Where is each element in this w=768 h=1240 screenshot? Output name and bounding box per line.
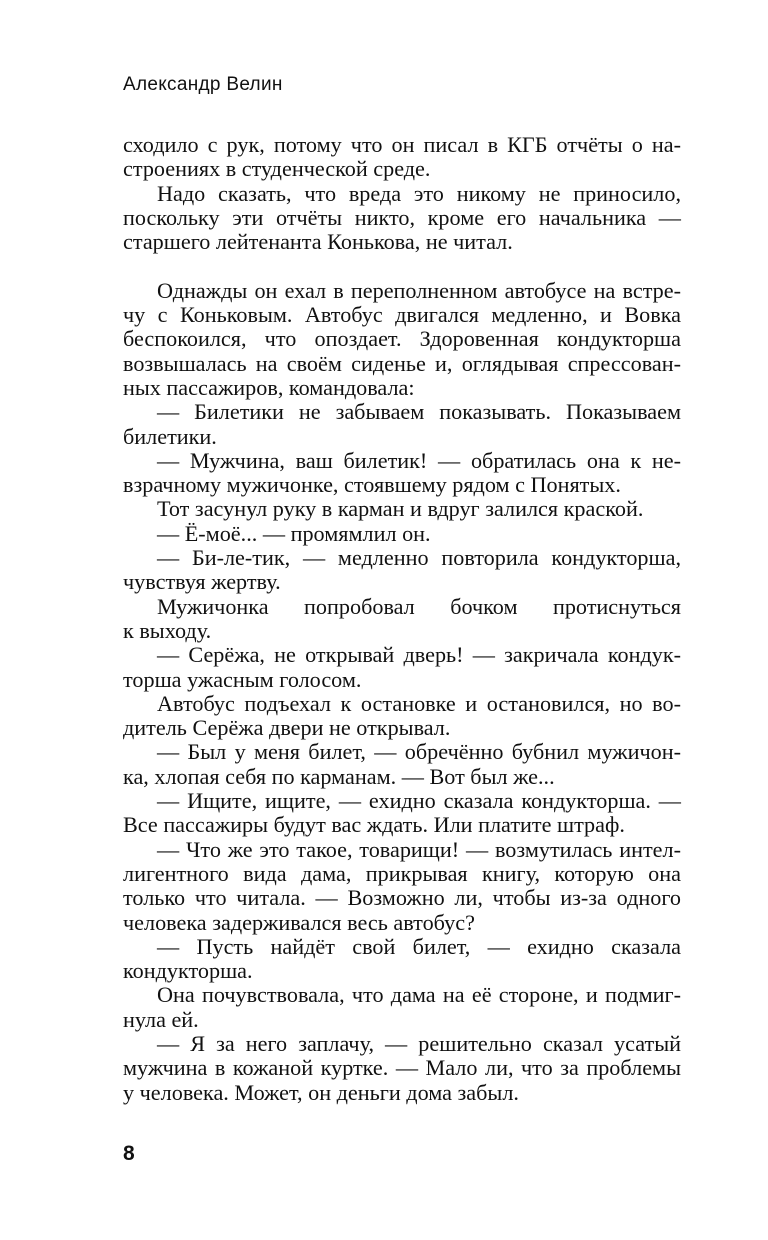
text-line: строениях в студенческой среде.	[123, 156, 431, 182]
text-line: Автобус подъехал к остановке и остановился, но во-	[157, 690, 681, 716]
text-line: Мужичонка попробовал бочком протиснуться	[157, 593, 681, 619]
text-line: чу с Коньковым. Автобус двигался медленно, и Вовка	[123, 302, 681, 328]
text-line: ка, хлопая себя по карманам. — Вот был же...	[123, 763, 555, 789]
text-line: поскольку эти отчёты никто, кроме его начальника —	[123, 204, 681, 230]
text-line: ных пассажиров, командовала:	[123, 374, 415, 400]
text-line: — Ё-моё... — промямлил он.	[157, 520, 431, 546]
text-line: — Серёжа, не открывай дверь! — закричала кондук-	[157, 642, 681, 668]
text-line: билетики.	[123, 423, 217, 449]
text-line: Тот засунул руку в карман и вдруг залился краской.	[157, 496, 644, 522]
body-text	[123, 133, 681, 1105]
text-line: Надо сказать, что вреда это никому не приносило,	[157, 180, 681, 206]
running-head-author: Александр Велин	[123, 74, 283, 95]
text-line: только что читала. — Возможно ли, чтобы из-за одного	[123, 885, 681, 911]
text-line: Она почувствовала, что дама на её стороне, и подмиг-	[157, 982, 681, 1008]
text-line: — Был у меня билет, — обречённо бубнил мужичон-	[157, 739, 681, 765]
text-line: возвышалась на своём сиденье и, оглядывая спрессован-	[123, 350, 681, 376]
text-line: у человека. Может, он деньги дома забыл.	[123, 1079, 519, 1105]
page-number: 8	[123, 1142, 135, 1165]
text-line: — Я за него заплачу, — решительно сказал усатый	[157, 1030, 681, 1056]
text-line: — Би-ле-тик, — медленно повторила кондукторша,	[157, 545, 681, 571]
text-line: старшего лейтенанта Конькова, не читал.	[123, 229, 513, 255]
text-line: — Билетики не забываем показывать. Показываем	[157, 399, 681, 425]
text-line: человека задерживался весь автобус?	[123, 909, 475, 935]
text-line: Однажды он ехал в переполненном автобусе на встре-	[157, 277, 681, 303]
text-line: сходило с рук, потому что он писал в КГБ отчёты о на-	[123, 132, 681, 157]
text-line: лигентного вида дама, прикрывая книгу, которую она	[123, 860, 681, 886]
text-line: мужчина в кожаной куртке. — Мало ли, что за проблемы	[123, 1055, 681, 1081]
text-line: дитель Серёжа двери не открывал.	[123, 715, 451, 741]
text-line: — Ищите, ищите, — ехидно сказала кондукторша. —	[157, 788, 681, 814]
text-line: — Пусть найдёт свой билет, — ехидно сказала	[157, 933, 681, 959]
text-line: к выходу.	[123, 617, 212, 643]
text-line: торша ужасным голосом.	[123, 666, 362, 692]
text-line: — Что же это такое, товарищи! — возмутилась интел-	[157, 836, 681, 862]
section-break	[123, 254, 681, 278]
text-line: — Мужчина, ваш билетик! — обратилась она к не-	[157, 447, 681, 473]
text-line: Все пассажиры будут вас ждать. Или платите штраф.	[123, 812, 625, 838]
text-line: кондукторша.	[123, 958, 253, 984]
text-line: нула ей.	[123, 1006, 199, 1032]
text-line: чувствуя жертву.	[123, 569, 281, 595]
text-line: взрачному мужичонке, стоявшему рядом с Понятых.	[123, 472, 621, 498]
text-line: беспокоился, что опоздает. Здоровенная кондукторша	[123, 326, 681, 352]
